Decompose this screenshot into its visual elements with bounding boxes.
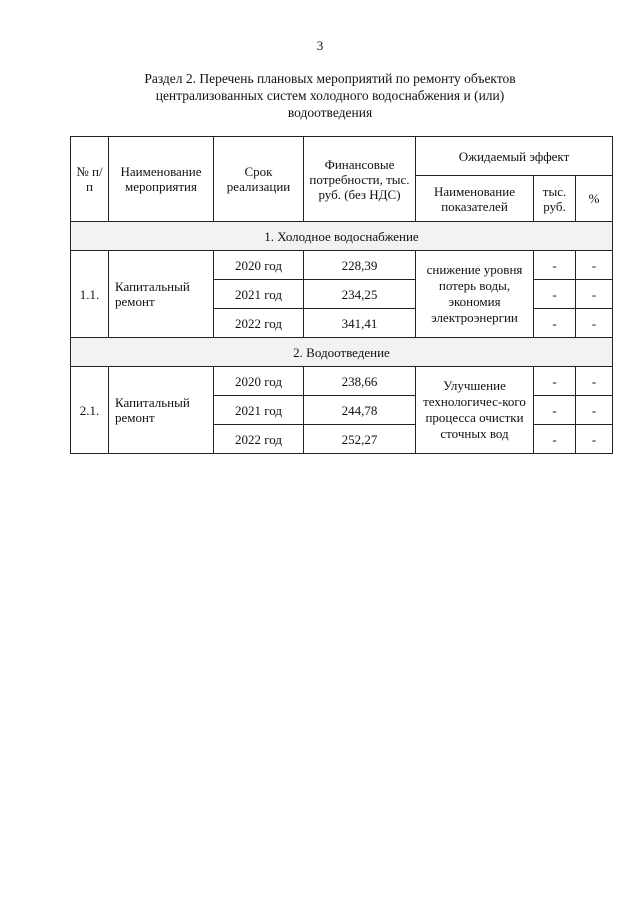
year-cell: 2022 год — [214, 309, 304, 338]
header-activity: Наименование мероприятия — [109, 137, 214, 222]
year-cell: 2020 год — [214, 367, 304, 396]
rub-cell: - — [534, 309, 576, 338]
year-cell: 2022 год — [214, 425, 304, 454]
effect-description: Улучшение технологичес-кого процесса очистки сточных вод — [416, 367, 534, 454]
effect-description: снижение уровня потерь воды, экономия электроэнергии — [416, 251, 534, 338]
pct-cell: - — [576, 280, 613, 309]
title-line: Раздел 2. Перечень плановых мероприятий по ремонту объектов — [144, 71, 516, 86]
rub-cell: - — [534, 425, 576, 454]
rub-cell: - — [534, 251, 576, 280]
row-number: 1.1. — [71, 251, 109, 338]
section-header: 2. Водоотведение — [71, 338, 613, 367]
header-finance: Финансовые потребности, тыс. руб. (без НДС) — [304, 137, 416, 222]
section-header: 1. Холодное водоснабжение — [71, 222, 613, 251]
title-line: централизованных систем холодного водоснабжения и (или) — [155, 88, 505, 103]
header-percent: % — [576, 176, 613, 222]
header-effect: Ожидаемый эффект — [416, 137, 613, 176]
section-title — [100, 70, 560, 121]
header-period: Срок реализации — [214, 137, 304, 222]
amount-cell: 244,78 — [304, 396, 416, 425]
year-cell: 2020 год — [214, 251, 304, 280]
pct-cell: - — [576, 367, 613, 396]
title-line: водоотведения — [287, 105, 373, 120]
plan-table — [70, 136, 613, 454]
rub-cell: - — [534, 367, 576, 396]
page-number: 3 — [316, 38, 324, 53]
rub-cell: - — [534, 280, 576, 309]
header-num: № п/п — [71, 137, 109, 222]
year-cell: 2021 год — [214, 280, 304, 309]
header-thousand-rub: тыс. руб. — [534, 176, 576, 222]
pct-cell: - — [576, 396, 613, 425]
pct-cell: - — [576, 309, 613, 338]
rub-cell: - — [534, 396, 576, 425]
row-number: 2.1. — [71, 367, 109, 454]
header-indicator: Наименование показателей — [416, 176, 534, 222]
activity-name: Капитальный ремонт — [109, 251, 214, 338]
amount-cell: 252,27 — [304, 425, 416, 454]
pct-cell: - — [576, 425, 613, 454]
amount-cell: 234,25 — [304, 280, 416, 309]
amount-cell: 341,41 — [304, 309, 416, 338]
activity-name: Капитальный ремонт — [109, 367, 214, 454]
amount-cell: 238,66 — [304, 367, 416, 396]
pct-cell: - — [576, 251, 613, 280]
year-cell: 2021 год — [214, 396, 304, 425]
amount-cell: 228,39 — [304, 251, 416, 280]
